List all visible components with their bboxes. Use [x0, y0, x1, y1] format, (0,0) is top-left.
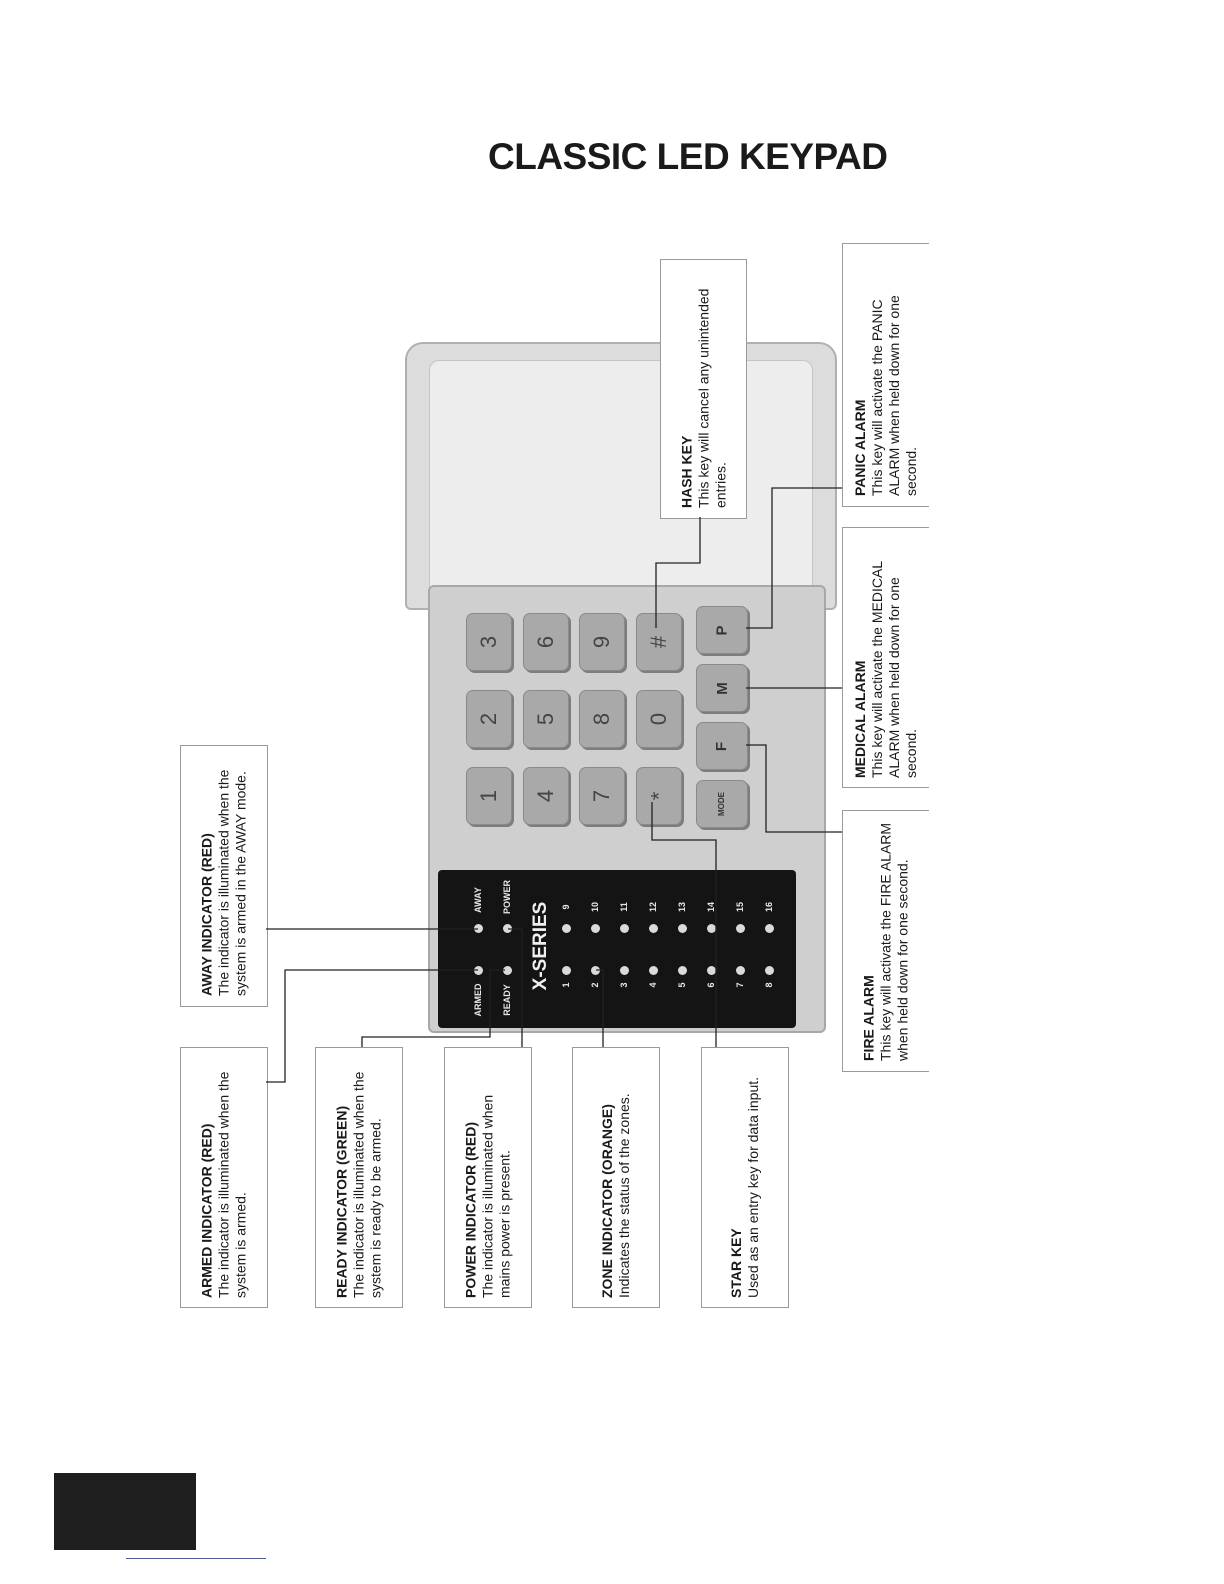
callout-hash-title: HASH KEY: [678, 435, 694, 508]
away-label: AWAY: [473, 887, 483, 913]
callout-star-text: Used as an entry key for data input.: [745, 1076, 761, 1298]
footer-block: [54, 1473, 196, 1550]
callout-panic-title: PANIC ALARM: [852, 399, 868, 496]
ready-label: READY: [502, 984, 512, 1016]
zone-led: [562, 924, 571, 933]
zone-led: [707, 924, 716, 933]
star-key[interactable]: *: [636, 767, 682, 825]
zone-led: [649, 924, 658, 933]
zone-number: 16: [764, 901, 774, 913]
zone-led: [678, 924, 687, 933]
zone-led: [591, 924, 600, 933]
callout-armed-text: The indicator is illuminated when the system is armed.: [215, 1071, 249, 1298]
zone-led: [678, 966, 687, 975]
callout-away-title: AWAY INDICATOR (RED): [198, 833, 215, 996]
medical-key[interactable]: M: [696, 664, 748, 712]
zone-number: 10: [590, 901, 600, 913]
callout-fire-title: FIRE ALARM: [860, 975, 877, 1061]
zone-number: 2: [590, 982, 600, 988]
zone-number: 9: [561, 904, 571, 910]
callout-fire: [842, 810, 929, 1072]
zone-led: [736, 924, 745, 933]
key-1[interactable]: 1: [466, 767, 512, 825]
zone-number: 13: [677, 901, 687, 913]
callout-star-title: STAR KEY: [728, 1227, 744, 1298]
callout-ready-title: READY INDICATOR (GREEN): [333, 1105, 350, 1298]
zone-number: 12: [648, 901, 658, 913]
power-led: [503, 924, 512, 933]
callout-fire-text: This key will activate the FIRE ALARM when held down for one second.: [877, 822, 911, 1061]
zone-number: 14: [706, 901, 716, 913]
callout-zone-title: ZONE INDICATOR (ORANGE): [599, 1103, 615, 1298]
brand-logo: X-SERIES: [530, 901, 551, 991]
key-9[interactable]: 9: [579, 613, 625, 671]
key-6[interactable]: 6: [523, 613, 569, 671]
zone-number: 11: [619, 902, 629, 912]
callout-hash: [660, 259, 747, 519]
zone-number: 6: [706, 982, 716, 988]
panic-key[interactable]: P: [696, 606, 748, 654]
callout-medical: [842, 527, 929, 788]
key-4[interactable]: 4: [523, 767, 569, 825]
zone-number: 8: [764, 982, 774, 988]
fire-key[interactable]: F: [696, 722, 748, 770]
callout-power-text: The indicator is illuminated when mains power is present.: [479, 1094, 513, 1298]
armed-led: [474, 966, 483, 975]
zone-led: [649, 966, 658, 975]
key-7[interactable]: 7: [579, 767, 625, 825]
away-led: [474, 924, 483, 933]
callout-medical-title: MEDICAL ALARM: [852, 660, 868, 778]
mode-key[interactable]: MODE: [696, 780, 748, 828]
zone-led: [765, 924, 774, 933]
callout-ready: [315, 1047, 403, 1308]
callout-panic: [842, 243, 929, 507]
callout-power-title: POWER INDICATOR (RED): [462, 1121, 479, 1298]
zone-led: [736, 966, 745, 975]
zone-led: [562, 966, 571, 975]
key-0[interactable]: 0: [636, 690, 682, 748]
callout-away-text: The indicator is illuminated when the system is armed in the AWAY mode.: [215, 769, 249, 996]
zone-led: [591, 966, 600, 975]
zone-led: [620, 966, 629, 975]
hash-key[interactable]: #: [636, 613, 682, 671]
callout-panic-text: This key will activate the PANIC ALARM when held down for one second.: [869, 295, 919, 496]
power-label: POWER: [502, 879, 512, 915]
key-5[interactable]: 5: [523, 690, 569, 748]
zone-number: 1: [561, 982, 571, 988]
page-title: CLASSIC LED KEYPAD: [488, 136, 888, 177]
callout-away: [180, 745, 268, 1007]
zone-number: 15: [735, 901, 745, 913]
zone-led: [620, 924, 629, 933]
keypad-cover: [405, 342, 837, 610]
zone-number: 4: [648, 982, 658, 988]
zone-number: 5: [677, 982, 687, 988]
led-panel: [438, 870, 796, 1028]
callout-star: [701, 1047, 789, 1308]
callout-hash-text: This key will cancel any unintended entries.: [695, 288, 728, 508]
armed-label: ARMED: [473, 983, 483, 1017]
zone-led: [707, 966, 716, 975]
callout-zone-text: Indicates the status of the zones.: [616, 1092, 632, 1298]
ready-led: [503, 966, 512, 975]
callout-zone: [572, 1047, 660, 1308]
callout-armed-title: ARMED INDICATOR (RED): [198, 1123, 215, 1298]
zone-number: 3: [619, 982, 629, 988]
callout-power: [444, 1047, 532, 1308]
callout-medical-text: This key will activate the MEDICAL ALARM when held down for one second.: [869, 560, 919, 778]
key-3[interactable]: 3: [466, 613, 512, 671]
callout-ready-text: The indicator is illuminated when the system is ready to be armed.: [350, 1071, 384, 1298]
zone-number: 7: [735, 982, 745, 988]
zone-led: [765, 966, 774, 975]
key-8[interactable]: 8: [579, 690, 625, 748]
key-2[interactable]: 2: [466, 690, 512, 748]
callout-armed: [180, 1047, 268, 1308]
footer-link-line: [126, 1558, 266, 1559]
